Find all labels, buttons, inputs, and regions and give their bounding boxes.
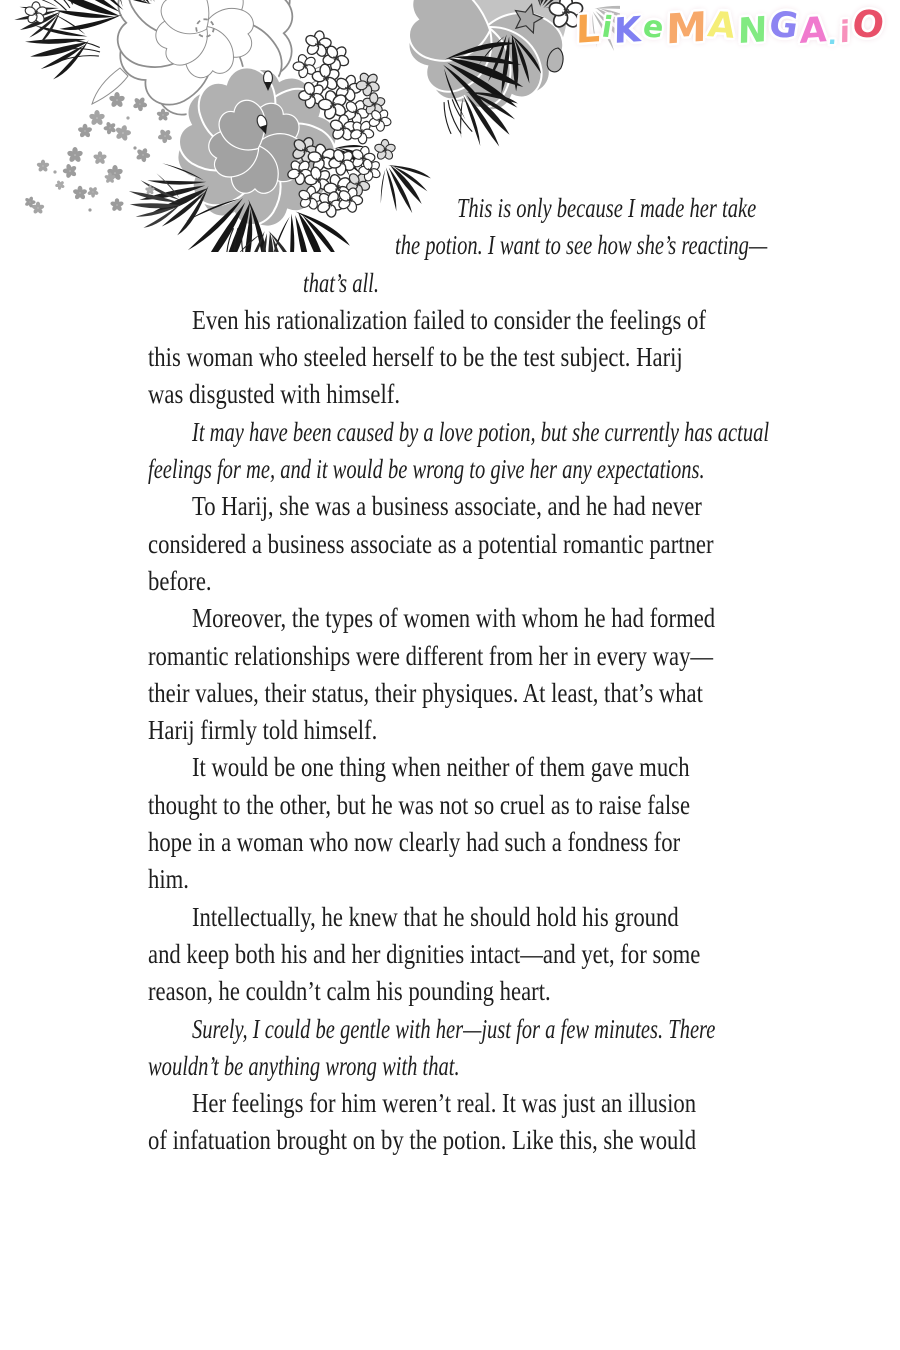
watermark-letter: A <box>799 10 830 52</box>
text-line: hope in a woman who now clearly had such a fondness for <box>148 827 681 858</box>
text-line: Even his rationalization failed to consider the feelings of <box>192 304 706 335</box>
text-line: Surely, I could be gentle with her—just for a few minutes. There <box>192 1013 716 1044</box>
watermark-letter: L <box>575 6 604 52</box>
watermark-letter: O <box>849 1 890 48</box>
text-line: and keep both his and her dignities intact—and yet, for some <box>148 938 701 969</box>
watermark-letter: A <box>706 5 742 47</box>
text-line: wouldn’t be anything wrong with that. <box>148 1050 460 1081</box>
watermark-letter: G <box>766 4 804 48</box>
text-line: It may have been caused by a love potion, but she currently has actual <box>192 416 770 447</box>
text-line: feelings for me, and it would be wrong to give her any expectations. <box>148 454 705 485</box>
watermark-letter: . <box>827 22 841 50</box>
text-line: To Harij, she was a business associate, and he had never <box>192 491 702 522</box>
site-watermark <box>574 2 888 56</box>
watermark-letter: i <box>839 14 853 51</box>
text-line: their values, their status, their physiques. At least, that’s what <box>148 677 703 708</box>
text-line: that’s all. <box>303 267 380 298</box>
text-line: reason, he couldn’t calm his pounding heart. <box>148 976 551 1007</box>
text-line: the potion. I want to see how she’s reacting— <box>395 230 768 261</box>
text-line: was disgusted with himself. <box>148 379 400 410</box>
watermark-letter: e <box>641 9 669 46</box>
text-line: of infatuation brought on by the potion. Like this, she would <box>148 1125 697 1156</box>
text-line: Harij firmly told himself. <box>148 715 378 746</box>
text-line: This is only because I made her take <box>457 193 757 223</box>
text-line: Her feelings for him weren’t real. It was just an illusion <box>192 1088 697 1119</box>
text-line: Moreover, the types of women with whom he had formed <box>192 603 716 634</box>
text-line: thought to the other, but he was not so cruel as to raise false <box>148 789 691 820</box>
text-line: It would be one thing when neither of them gave much <box>192 752 690 783</box>
text-line: considered a business associate as a potential romantic partner <box>148 528 714 559</box>
text-line: this woman who steeled herself to be the test subject. Harij <box>148 342 683 373</box>
watermark-letter: K <box>614 10 644 52</box>
watermark-letter: M <box>665 2 710 54</box>
page-text <box>148 190 878 1160</box>
text-line: romantic relationships were different from her in every way— <box>148 640 714 671</box>
text-line: before. <box>148 565 212 596</box>
watermark-letter: i <box>600 9 618 45</box>
watermark-letter: N <box>737 9 770 53</box>
text-line: him. <box>148 864 189 895</box>
text-line: Intellectually, he knew that he should hold his ground <box>192 901 679 932</box>
